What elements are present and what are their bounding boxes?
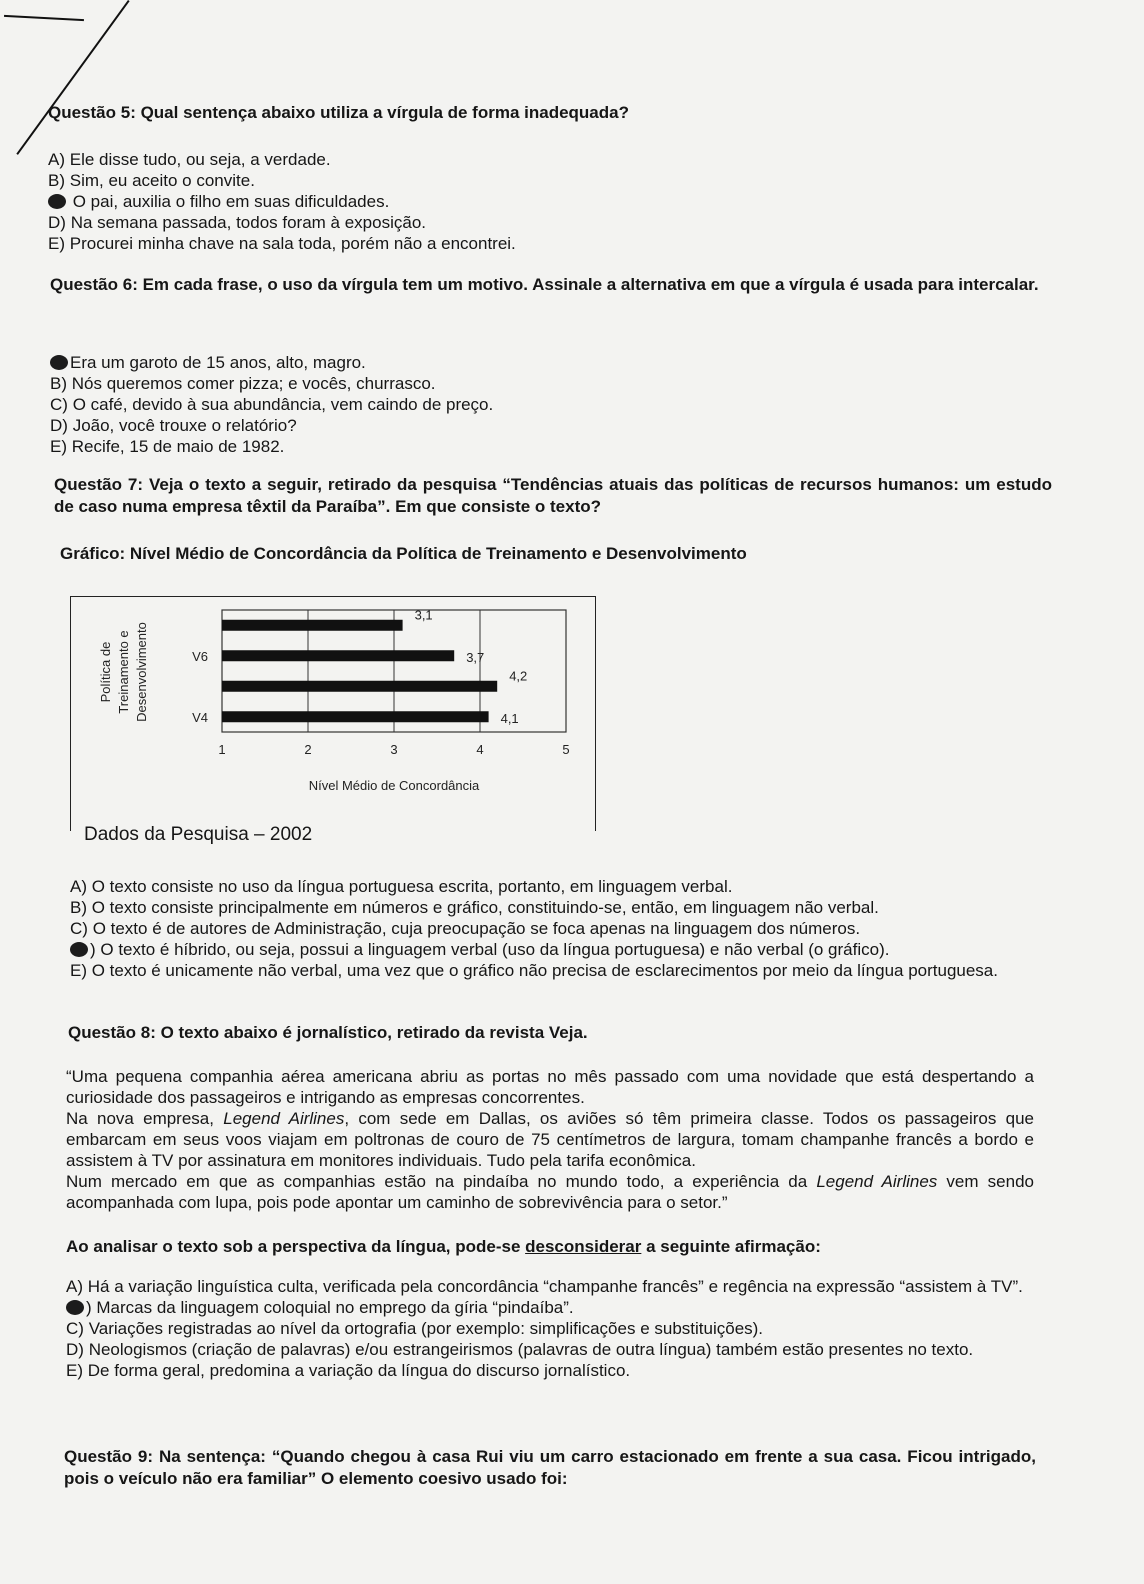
question-8-options <box>66 1276 1034 1381</box>
pen-stroke-horizontal <box>4 15 84 21</box>
pen-stroke-diagonal <box>16 0 129 155</box>
question-6-options <box>50 352 750 457</box>
x-tick-label: 2 <box>304 742 312 757</box>
x-tick-label: 3 <box>390 742 398 757</box>
x-tick-label: 5 <box>562 742 570 757</box>
option-6d[interactable]: D) João, você trouxe o relatório? <box>50 416 297 435</box>
x-axis-label: Nível Médio de Concordância <box>308 778 480 793</box>
y-axis-label: Treinamento e <box>116 630 131 714</box>
chart-source: Dados da Pesquisa – 2002 <box>84 824 313 845</box>
answer-mark-icon <box>66 1300 84 1315</box>
option-8d[interactable]: D) Neologismos (criação de palavras) e/ou estrangeirismos (palavras de outra língua) também estão presentes no texto. <box>66 1340 974 1359</box>
bar-value-label: 4,1 <box>500 710 519 726</box>
question-5-title: Questão 5: Qual sentença abaixo utiliza a vírgula de forma inadequada? <box>48 103 629 122</box>
bar-value-label: 3,1 <box>414 607 433 623</box>
question-7-title: Questão 7: Veja o texto a seguir, retirado da pesquisa “Tendências atuais das políticas de recursos humanos: um estudo de caso numa empresa têxtil da Paraíba”. Em que consiste o texto? <box>54 475 1052 516</box>
bar <box>222 650 454 661</box>
bar <box>222 681 497 692</box>
option-7a[interactable]: A) O texto consiste no uso da língua portuguesa escrita, portanto, em linguagem verbal. <box>70 877 733 896</box>
option-8c[interactable]: C) Variações registradas ao nível da ortografia (por exemplo: simplificações e substituições). <box>66 1319 764 1338</box>
answer-mark-icon <box>70 942 88 957</box>
option-5a[interactable]: A) Ele disse tudo, ou seja, a verdade. <box>48 150 331 169</box>
bar <box>222 620 403 631</box>
option-6c[interactable]: C) O café, devido à sua abundância, vem caindo de preço. <box>50 395 494 414</box>
question-5-options <box>48 149 748 254</box>
option-5e[interactable]: E) Procurei minha chave na sala toda, porém não a encontrei. <box>48 234 516 253</box>
option-7b[interactable]: B) O texto consiste principalmente em números e gráfico, constituindo-se, então, em linguagem não verbal. <box>70 898 879 917</box>
option-6a-marked[interactable]: Era um garoto de 15 anos, alto, magro. <box>50 352 750 373</box>
answer-mark-icon <box>50 355 68 370</box>
quote-paragraph-2: Na nova empresa, Legend Airlines, com sede em Dallas, os aviões só têm primeira classe. Todos os passageiros que embarcam em seus voos viajam em poltronas de couro de 75 centímetros de largura, tomam champanhe francês a bordo e assistem à TV por assinatura em monitores individuais. Tudo pela tarifa econômica. <box>66 1109 1035 1170</box>
option-8b-marked[interactable]: ) Marcas da linguagem coloquial no emprego da gíria “pindaíba”. <box>66 1297 1034 1318</box>
question-6-title: Questão 6: Em cada frase, o uso da vírgula tem um motivo. Assinale a alternativa em que a vírgula é usada para intercalar. <box>50 275 1039 294</box>
answer-mark-icon <box>48 194 66 209</box>
question-7-options <box>70 876 1030 981</box>
x-tick-label: 4 <box>476 742 484 757</box>
option-7c[interactable]: C) O texto é de autores de Administração, cuja preocupação se foca apenas na linguagem dos números. <box>70 919 861 938</box>
bar-value-label: 3,7 <box>466 649 485 665</box>
chart-caption: Gráfico: Nível Médio de Concordância da Política de Treinamento e Desenvolvimento <box>60 544 747 563</box>
bar-chart <box>70 596 596 806</box>
option-6b[interactable]: B) Nós queremos comer pizza; e vocês, churrasco. <box>50 374 436 393</box>
y-category-label: V4 <box>192 709 208 725</box>
option-8a[interactable]: A) Há a variação linguística culta, verificada pela concordância “champanhe francês” e regência na expressão “assistem à TV”. <box>66 1277 1023 1296</box>
question-9-title: Questão 9: Na sentença: “Quando chegou à casa Rui viu um carro estacionado em frente a sua casa. Ficou intrigado, pois o veículo não era familiar” O elemento coesivo usado foi: <box>64 1447 1036 1488</box>
y-axis-label: Desenvolvimento <box>134 622 149 722</box>
bar-value-label: 4,2 <box>509 668 528 684</box>
y-category-label: V6 <box>192 648 208 664</box>
option-5c-marked[interactable]: O pai, auxilia o filho em suas dificuldades. <box>48 191 748 212</box>
quote-paragraph-1: “Uma pequena companhia aérea americana abriu as portas no mês passado com uma novidade que está despertando a curiosidade dos passageiros e intrigando as empresas concorrentes. <box>66 1067 1034 1107</box>
x-tick-label: 1 <box>218 742 226 757</box>
quote-block <box>66 1066 1034 1213</box>
option-5d[interactable]: D) Na semana passada, todos foram à exposição. <box>48 213 427 232</box>
option-5b[interactable]: B) Sim, eu aceito o convite. <box>48 171 255 190</box>
option-7d-marked[interactable]: ) O texto é híbrido, ou seja, possui a linguagem verbal (uso da língua portuguesa) e não verbal (o gráfico). <box>70 939 1030 960</box>
option-8e[interactable]: E) De forma geral, predomina a variação da língua do discurso jornalístico. <box>66 1361 631 1380</box>
option-6e[interactable]: E) Recife, 15 de maio de 1982. <box>50 437 285 456</box>
y-axis-label: Política de <box>98 641 113 703</box>
question-8-prompt: Ao analisar o texto sob a perspectiva da língua, pode-se desconsiderar a seguinte afirmação: <box>66 1237 821 1256</box>
question-8-title: Questão 8: O texto abaixo é jornalístico, retirado da revista Veja. <box>68 1023 588 1042</box>
option-7e[interactable]: E) O texto é unicamente não verbal, uma vez que o gráfico não precisa de esclarecimentos por meio da língua portuguesa. <box>70 961 998 980</box>
bar <box>222 711 489 722</box>
quote-paragraph-3: Num mercado em que as companhias estão na pindaíba no mundo todo, a experiência da Legend Airlines vem sendo acompanhada com lupa, pois pode apontar um caminho de sobrevivência para o setor.” <box>66 1172 1034 1212</box>
